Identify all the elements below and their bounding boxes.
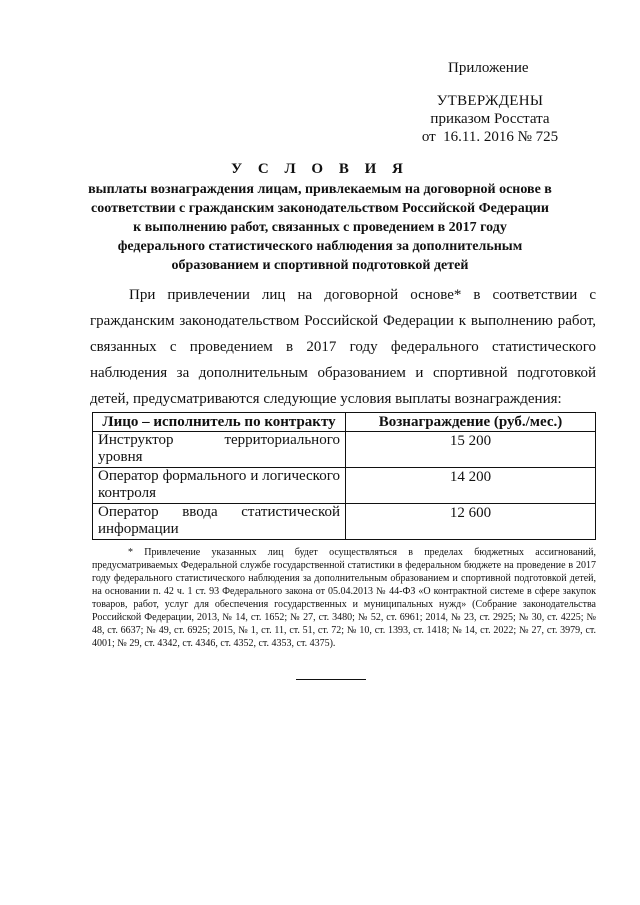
cell-amount: 15 200: [346, 432, 596, 468]
order-label: приказом Росстата: [430, 111, 550, 127]
document-title: [80, 160, 560, 275]
title-line-3: к выполнению работ, связанных с проведением в 2017 году: [133, 220, 507, 235]
table-row: [93, 504, 596, 540]
column-header-role: Лицо – исполнитель по контракту: [93, 413, 346, 432]
footnote-text: * Привлечение указанных лиц будет осуществляться в пределах бюджетных ассигнований, предусматриваемых Федеральной службе государственной статистики в федеральном бюджете на проведение в 2017 году федерального статистического наблюдения за дополнительным образованием и спортивной подготовкой детей, на основании п. 42 ч. 1 ст. 93 Федерального закона от 05.04.2013 № 44-ФЗ «О контрактной системе в сфере закупок товаров, работ, услуг для обеспечения государственных и муниципальных нужд» (Собрание законодательства Российской Федерации, 2013, № 14, ст. 1652; № 27, ст. 3480; № 52, ст. 6961; 2014, № 23, ст. 2925; № 30, ст. 4225; № 48, ст. 6637; № 49, ст. 6925; 2015, № 1, ст. 11, ст. 51, ст. 72; № 10, ст. 1393, ст. 1418; № 14, ст. 2022; № 27, ст. 3979, ст. 4001; № 29, ст. 4342, ст. 4346, ст. 4352, ст. 4353, ст. 4375).: [92, 547, 596, 649]
title-line-4: федерального статистического наблюдения за дополнительным: [117, 239, 523, 254]
approval-block: [420, 92, 560, 146]
cell-role: Инструктор территориального уровня: [93, 432, 346, 468]
cell-amount: 14 200: [346, 468, 596, 504]
cell-amount: 12 600: [346, 504, 596, 540]
annex-label: Приложение: [448, 60, 529, 76]
title-main: У С Л О В И Я: [231, 161, 409, 177]
footnote-block: [92, 546, 596, 650]
cell-role: Оператор ввода статистической информации: [93, 504, 346, 540]
table-row: [93, 432, 596, 468]
title-line-5: образованием и спортивной подготовкой детей: [171, 258, 469, 273]
body-paragraph: При привлечении лиц на договорной основе* в соответствии с гражданским законодательством Российской Федерации к выполнению работ, связанных с проведением в 2017 году федерального статистического наблюдения за дополнительным образованием и спортивной подготовкой детей, предусматриваются следующие условия выплаты вознаграждения:: [90, 287, 596, 407]
column-header-amount: Вознаграждение (руб./мес.): [346, 413, 596, 432]
table-header-row: [93, 413, 596, 432]
body-paragraph-block: [90, 282, 596, 412]
order-date: от 16.11. 2016 № 725: [421, 129, 559, 145]
cell-role: Оператор формального и логического контроля: [93, 468, 346, 504]
title-line-1: выплаты вознаграждения лицам, привлекаемым на договорной основе в: [88, 182, 552, 197]
closing-divider: [296, 679, 366, 680]
title-line-2: соответствии с гражданским законодательством Российской Федерации: [91, 201, 549, 216]
table-row: [93, 468, 596, 504]
rewards-table: [92, 412, 596, 540]
approved-label: УТВЕРЖДЕНЫ: [436, 93, 544, 109]
